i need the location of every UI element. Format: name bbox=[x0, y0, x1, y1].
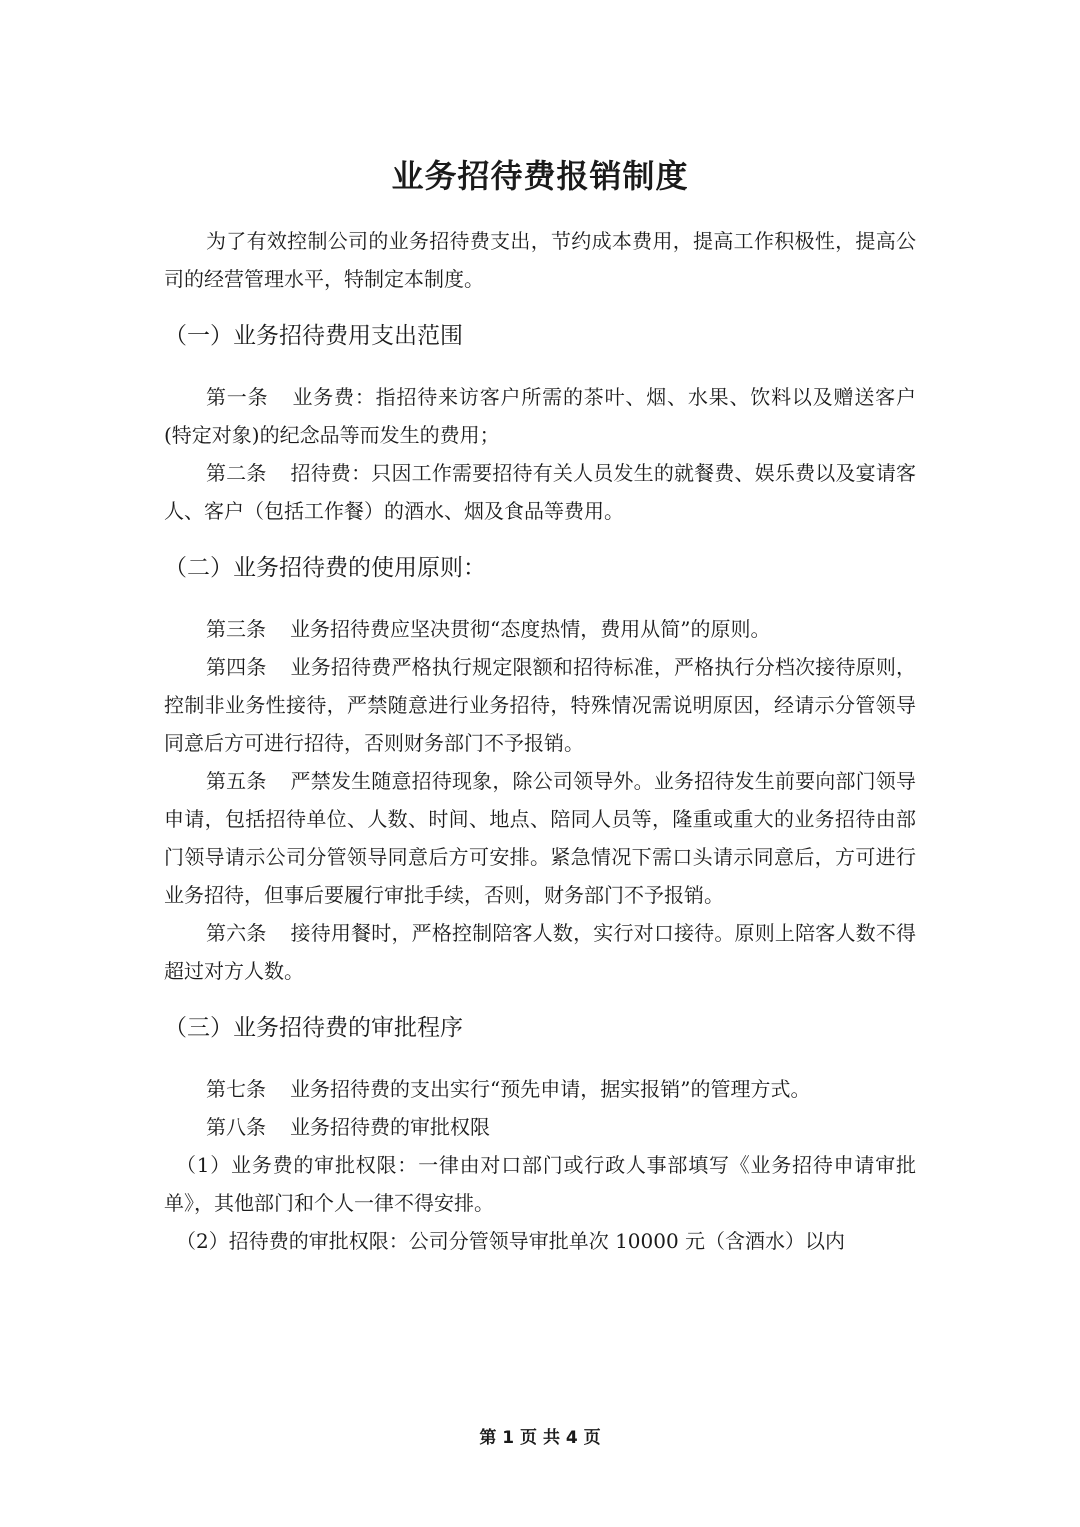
approval-item-1: （1）业务费的审批权限：一律由对口部门或行政人事部填写《业务招待申请审批单》，其他部门和个人一律不得安排。 bbox=[164, 1153, 916, 1215]
article-number: 第二条 bbox=[206, 461, 267, 485]
article-8 bbox=[164, 1108, 916, 1146]
article-number: 第八条 bbox=[206, 1115, 266, 1139]
article-2 bbox=[164, 454, 916, 530]
article-1 bbox=[164, 378, 916, 454]
article-7 bbox=[164, 1070, 916, 1108]
article-text: 招待费：只因工作需要招待有关人员发生的就餐费、娱乐费以及宴请客人、客户（包括工作餐）的酒水、烟及食品等费用。 bbox=[164, 461, 917, 523]
article-text: 严禁发生随意招待现象，除公司领导外。业务招待发生前要向部门领导申请，包括招待单位、人数、时间、地点、陪同人员等，隆重或重大的业务招待由部门领导请示公司分管领导同意后方可安排。紧急情况下需口头请示同意后，方可进行业务招待，但事后要履行审批手续，否则，财务部门不予报销。 bbox=[164, 769, 917, 907]
section-heading-1: （一）业务招待费用支出范围 bbox=[164, 323, 463, 349]
article-3 bbox=[164, 610, 916, 648]
article-6 bbox=[164, 914, 916, 990]
section-heading-3: （三）业务招待费的审批程序 bbox=[164, 1015, 463, 1041]
article-number: 第六条 bbox=[206, 921, 267, 945]
article-text: 接待用餐时，严格控制陪客人数，实行对口接待。原则上陪客人数不得超过对方人数。 bbox=[164, 921, 917, 983]
article-4 bbox=[164, 648, 916, 762]
article-text: 业务费：指招待来访客户所需的茶叶、烟、水果、饮料以及赠送客户(特定对象)的纪念品等而发生的费用； bbox=[164, 385, 916, 447]
article-number: 第七条 bbox=[206, 1077, 266, 1101]
article-number: 第三条 bbox=[206, 617, 266, 641]
document-body bbox=[164, 222, 916, 1260]
article-text: 业务招待费的支出实行“预先申请，据实报销”的管理方式。 bbox=[290, 1077, 811, 1101]
intro-paragraph: 为了有效控制公司的业务招待费支出，节约成本费用，提高工作积极性，提高公司的经营管理水平，特制定本制度。 bbox=[164, 229, 916, 291]
article-number: 第一条 bbox=[206, 385, 269, 409]
article-text: 业务招待费的审批权限 bbox=[290, 1115, 490, 1139]
document-title: 业务招待费报销制度 bbox=[391, 157, 689, 195]
article-number: 第四条 bbox=[206, 655, 267, 679]
section-heading-2: （二）业务招待费的使用原则： bbox=[164, 555, 486, 581]
page-footer: 第 1 页 共 4 页 bbox=[479, 1428, 601, 1448]
article-text: 业务招待费严格执行规定限额和招待标准，严格执行分档次接待原则，控制非业务性接待，严禁随意进行业务招待，特殊情况需说明原因，经请示分管领导同意后方可进行招待，否则财务部门不予报销。 bbox=[164, 655, 917, 755]
approval-item-2: （2）招待费的审批权限：公司分管领导审批单次 10000 元（含酒水）以内 bbox=[176, 1229, 846, 1253]
article-5 bbox=[164, 762, 916, 914]
article-number: 第五条 bbox=[206, 769, 267, 793]
article-text: 业务招待费应坚决贯彻“态度热情，费用从简”的原则。 bbox=[290, 617, 771, 641]
